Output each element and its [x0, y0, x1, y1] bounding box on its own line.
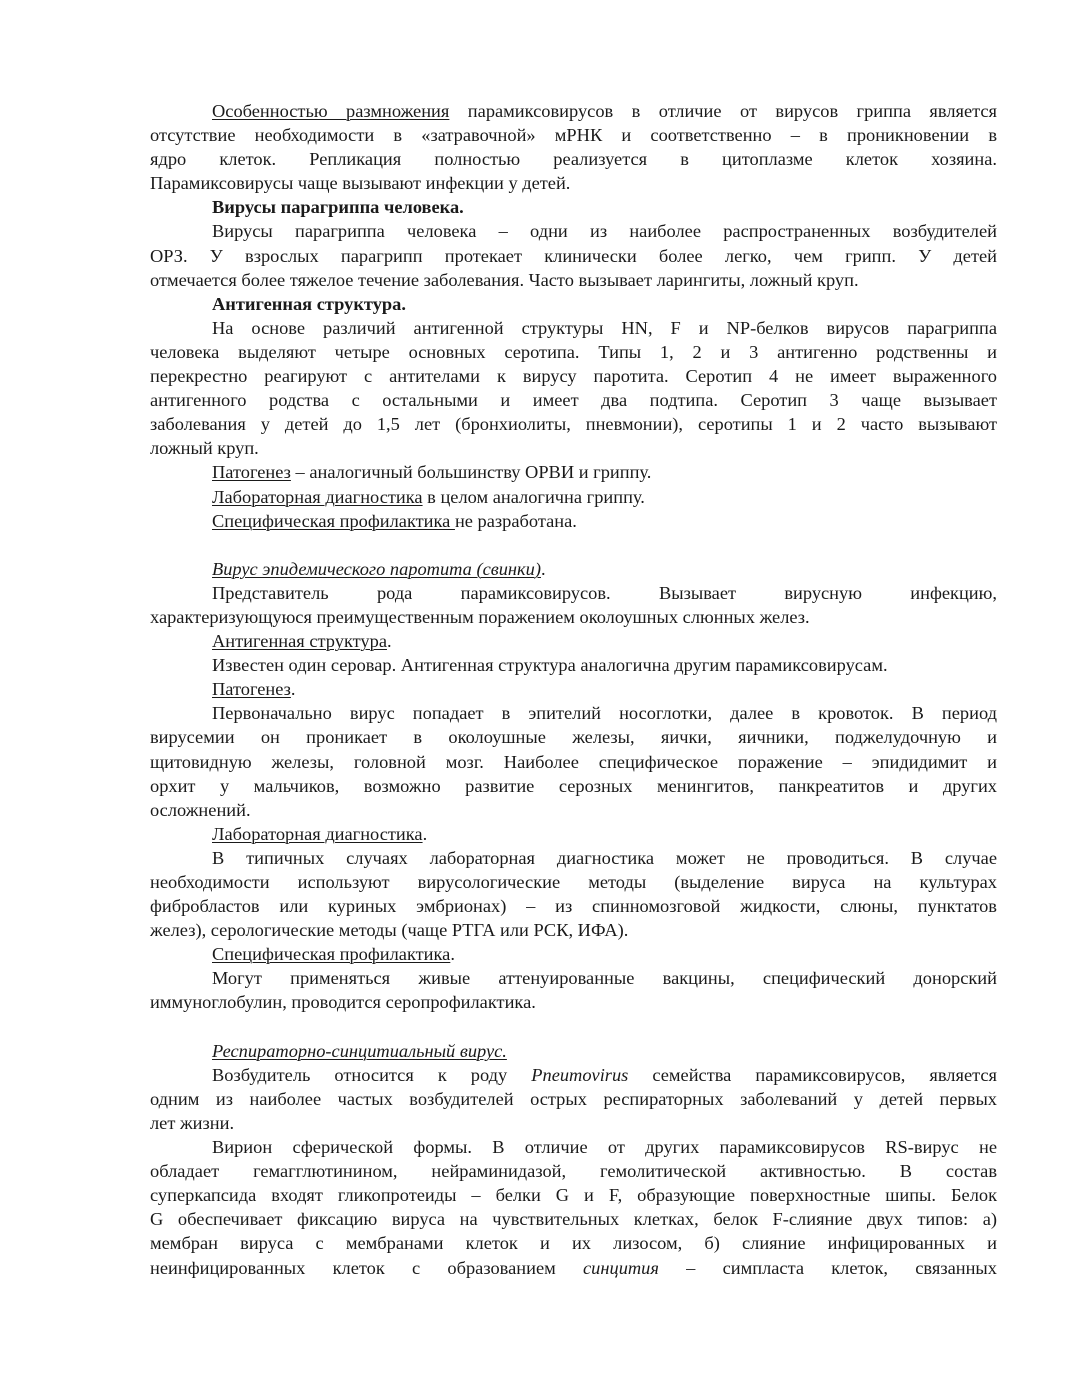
subsection-heading: Патогенез. — [212, 679, 296, 700]
paragraph-line: Патогенез – аналогичный большинству ОРВИ и гриппу. — [212, 462, 652, 483]
paragraph-line: В типичных случаях лабораторная диагностика может не проводиться. В случае — [212, 847, 997, 868]
paragraph-line: Особенностью размножения парамиксовирусов в отличие от вирусов гриппа является — [212, 101, 998, 121]
paragraph-line: вирусемии он проникает в околоушные железы, яички, яичники, поджелудочную и — [150, 727, 997, 748]
underlined-term: Специфическая профилактика — [212, 510, 455, 531]
underlined-term: Особенностью размножения — [212, 101, 450, 121]
underlined-term: Лабораторная диагностика — [212, 823, 423, 844]
paragraph-line: Известен один серовар. Антигенная структура аналогична другим парамиксовирусам. — [212, 655, 888, 676]
paragraph-line: Вирион сферической формы. В отличие от других парамиксовирусов RS-вирус не — [212, 1137, 997, 1158]
paragraph-line: одним из наиболее частых возбудителей острых респираторных заболеваний у детей первых — [150, 1088, 997, 1109]
underlined-term: Специфическая профилактика — [212, 944, 451, 965]
paragraph-line: обладает гемагглютинином, нейраминидазой, гемолитической активностью. В состав — [150, 1161, 997, 1182]
paragraph-line: Представитель рода парамиксовирусов. Вызывает вирусную инфекцию, — [212, 582, 997, 603]
subsection-heading: Специфическая профилактика. — [212, 944, 455, 965]
italic-term: синцития — [583, 1257, 659, 1278]
genus-name: Pneumovirus — [531, 1064, 629, 1085]
section-title — [150, 1039, 997, 1063]
paragraph-line: Возбудитель относится к роду Pneumovirus семейства парамиксовирусов, является — [212, 1064, 997, 1085]
paragraph-line: отсутствие необходимости в «затравочной» мРНК и соответственно – в проникновении в — [150, 125, 997, 146]
section-title: Вирус эпидемического паротита (свинки). — [212, 558, 546, 579]
paragraph-line: ОРЗ. У взрослых парагрипп протекает клинически более легко, чем грипп. У детей — [150, 245, 997, 266]
paragraph-line: заболевания у детей до 1,5 лет (бронхиолиты, пневмонии), серотипы 1 и 2 часто вызывают — [150, 414, 997, 435]
underlined-term: Патогенез — [212, 462, 291, 483]
section-heading: Вирусы парагриппа человека. — [212, 197, 464, 218]
italic-underlined-title: Респираторно-синцитиальный вирус. — [212, 1040, 507, 1061]
subsection-heading: Лабораторная диагностика. — [212, 823, 428, 844]
paragraph-line: G обеспечивает фиксацию вируса на чувствительных клетках, белок F-слияние двух типов: а) — [150, 1209, 997, 1230]
paragraph-line: отмечается более тяжелое течение заболевания. Часто вызывает ларингиты, ложный круп. — [150, 269, 859, 290]
paragraph-line: лет жизни. — [150, 1112, 235, 1133]
paragraph-line: антигенного родства с остальными и имеет два подтипа. Серотип 3 чаще вызывает — [150, 390, 997, 411]
paragraph-line: Первоначально вирус попадает в эпителий носоглотки, далее в кровоток. В период — [212, 703, 997, 724]
paragraph-line: ядро клеток. Репликация полностью реализуется в цитоплазме клеток хозяина. — [150, 149, 997, 170]
underlined-term: Лабораторная диагностика — [212, 486, 423, 507]
paragraph-line: мембран вируса с мембранами клеток и их лизосом, б) слияние инфицированных и — [150, 1233, 997, 1254]
paragraph-line: ложный круп. — [150, 438, 259, 459]
paragraph-line: суперкапсида входят гликопротеиды – белки G и F, образующие поверхностные шипы. Белок — [150, 1185, 997, 1206]
subsection-heading: Антигенная структура. — [212, 293, 406, 314]
blank-line — [150, 533, 997, 557]
paragraph-line: Лабораторная диагностика в целом аналогична гриппу. — [212, 486, 645, 507]
paragraph-line: орхит у мальчиков, возможно развитие серозных менингитов, панкреатитов и других — [150, 775, 997, 796]
subsection-heading: Антигенная структура. — [212, 631, 392, 652]
paragraph-line: фибробластов или куриных эмбрионах) – из спинномозговой жидкости, слюны, пунктатов — [150, 896, 997, 917]
underlined-term: Антигенная структура — [212, 631, 387, 652]
paragraph-line: Специфическая профилактика не разработана. — [212, 510, 577, 531]
paragraph-line: Парамиксовирусы чаще вызывают инфекции у детей. — [150, 173, 571, 194]
paragraph-line: перекрестно реагируют с антителами к вирусу паротита. Серотип 4 не имеет выраженного — [150, 366, 997, 387]
italic-underlined-title: Вирус эпидемического паротита (свинки) — [212, 558, 541, 579]
blank-line — [150, 1015, 997, 1039]
underlined-term: Патогенез — [212, 679, 291, 700]
paragraph-line: желез), серологические методы (чаще РТГА или РСК, ИФА). — [150, 920, 629, 941]
paragraph-line: необходимости используют вирусологические методы (выделение вируса на культурах — [150, 872, 997, 892]
paragraph-line: щитовидную железы, головной мозг. Наиболее специфическое поражение – эпидидимит и — [150, 751, 997, 772]
paragraph-line: Вирусы парагриппа человека – одни из наиболее распространенных возбудителей — [212, 221, 997, 242]
paragraph-line: иммуноглобулин, проводится серопрофилактика. — [150, 992, 536, 1013]
paragraph-line: неинфицированных клеток с образованием синцития – симпласта клеток, связанных — [150, 1257, 997, 1278]
paragraph-line: характеризующуюся преимущественным поражением околоушных слюнных желез. — [150, 606, 810, 627]
paragraph-line: осложнений. — [150, 799, 251, 820]
paragraph-line: Могут применяться живые аттенуированные вакцины, специфический донорский — [212, 968, 997, 989]
paragraph-line: человека выделяют четыре основных серотипа. Типы 1, 2 и 3 антигенно родственны и — [150, 341, 997, 362]
paragraph-line: На основе различий антигенной структуры HN, F и NP-белков вирусов парагриппа — [212, 317, 997, 338]
